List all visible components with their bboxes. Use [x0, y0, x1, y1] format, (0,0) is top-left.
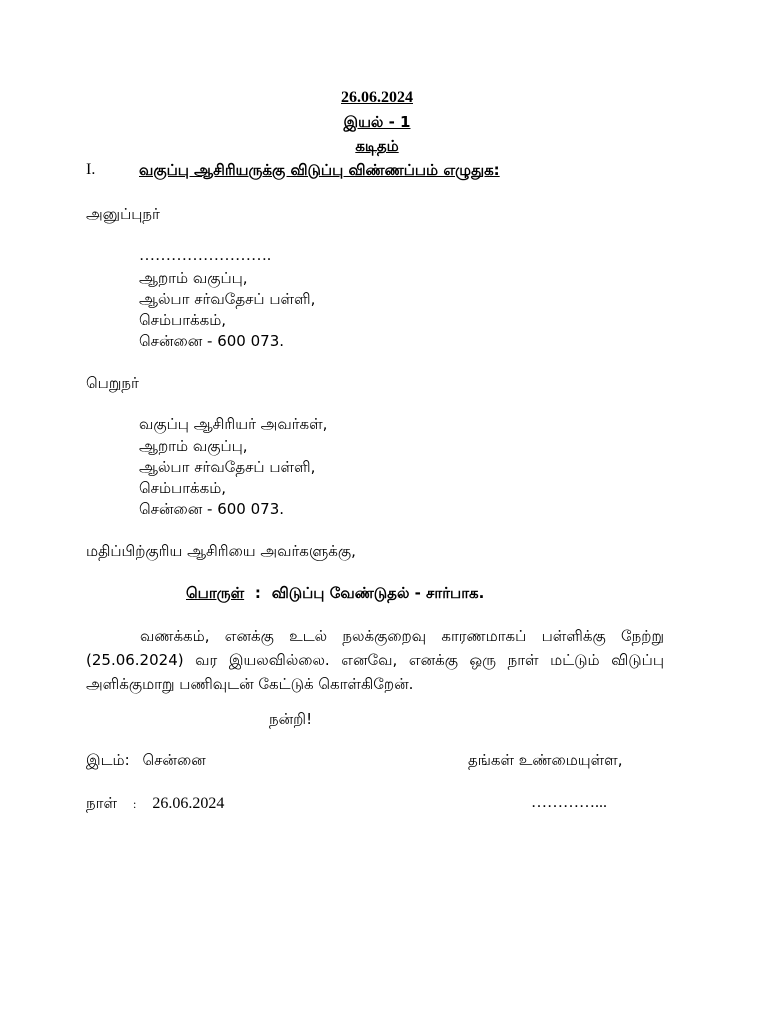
receiver-line-title: வகுப்பு ஆசிரியர் அவர்கள்,: [139, 415, 328, 433]
receiver-heading: பெறுநர்: [86, 374, 139, 392]
question-text: வகுப்பு ஆசிரியருக்கு விடுப்பு விண்ணப்பம் எழுதுக:: [139, 161, 500, 179]
sender-line-school: ஆல்பா சர்வதேசப் பள்ளி,: [139, 290, 316, 308]
closing-text: தங்கள் உண்மையுள்ள,: [468, 751, 623, 769]
thanks-text: நன்றி!: [269, 710, 313, 728]
receiver-line-area: செம்பாக்கம்,: [139, 479, 227, 497]
question-number: I.: [86, 161, 96, 178]
place-row: [86, 750, 206, 770]
place-label: இடம்:: [86, 751, 130, 769]
receiver-line-class: ஆறாம் வகுப்பு,: [139, 437, 248, 455]
subject-line: [186, 583, 484, 603]
receiver-line-city: சென்னை - 600 073.: [139, 500, 285, 518]
place-value: சென்னை: [142, 751, 206, 769]
date-label: நாள்: [86, 794, 117, 812]
subject-text: விடுப்பு வேண்டுதல் - சார்பாக.: [271, 584, 485, 602]
date-row: [86, 793, 224, 814]
subject-separator: :: [254, 584, 261, 602]
date-separator: :: [133, 797, 137, 811]
signature-placeholder: …………...: [531, 794, 607, 811]
date-value: 26.06.2024: [152, 795, 225, 812]
sender-line-name: …………………….: [139, 247, 271, 264]
sender-line-area: செம்பாக்கம்,: [139, 311, 227, 329]
sender-line-class: ஆறாம் வகுப்பு,: [139, 269, 248, 287]
letter-body: [86, 624, 664, 696]
salutation: மதிப்பிற்குரிய ஆசிரியை அவர்களுக்கு,: [86, 542, 356, 560]
sender-heading: அனுப்புநர்: [86, 205, 160, 223]
sender-line-city: சென்னை - 600 073.: [139, 332, 285, 350]
letter-date: 26.06.2024: [341, 89, 413, 106]
unit-label: இயல் - 1: [343, 113, 411, 131]
letter-body-text: வணக்கம், எனக்கு உடல் நலக்குறைவு காரணமாகப் பள்ளிக்கு நேற்று (25.06.2024) வர இயலவில்லை. எனவே, எனக்கு ஒரு நாள் மட்டும் விடுப்பு அளிக்குமாறு பணிவுடன் கேட்டுக் கொள்கிறேன்.: [86, 627, 664, 693]
page-title: கடிதம்: [355, 137, 399, 155]
subject-label: பொருள்: [186, 584, 245, 602]
receiver-line-school: ஆல்பா சர்வதேசப் பள்ளி,: [139, 458, 316, 476]
